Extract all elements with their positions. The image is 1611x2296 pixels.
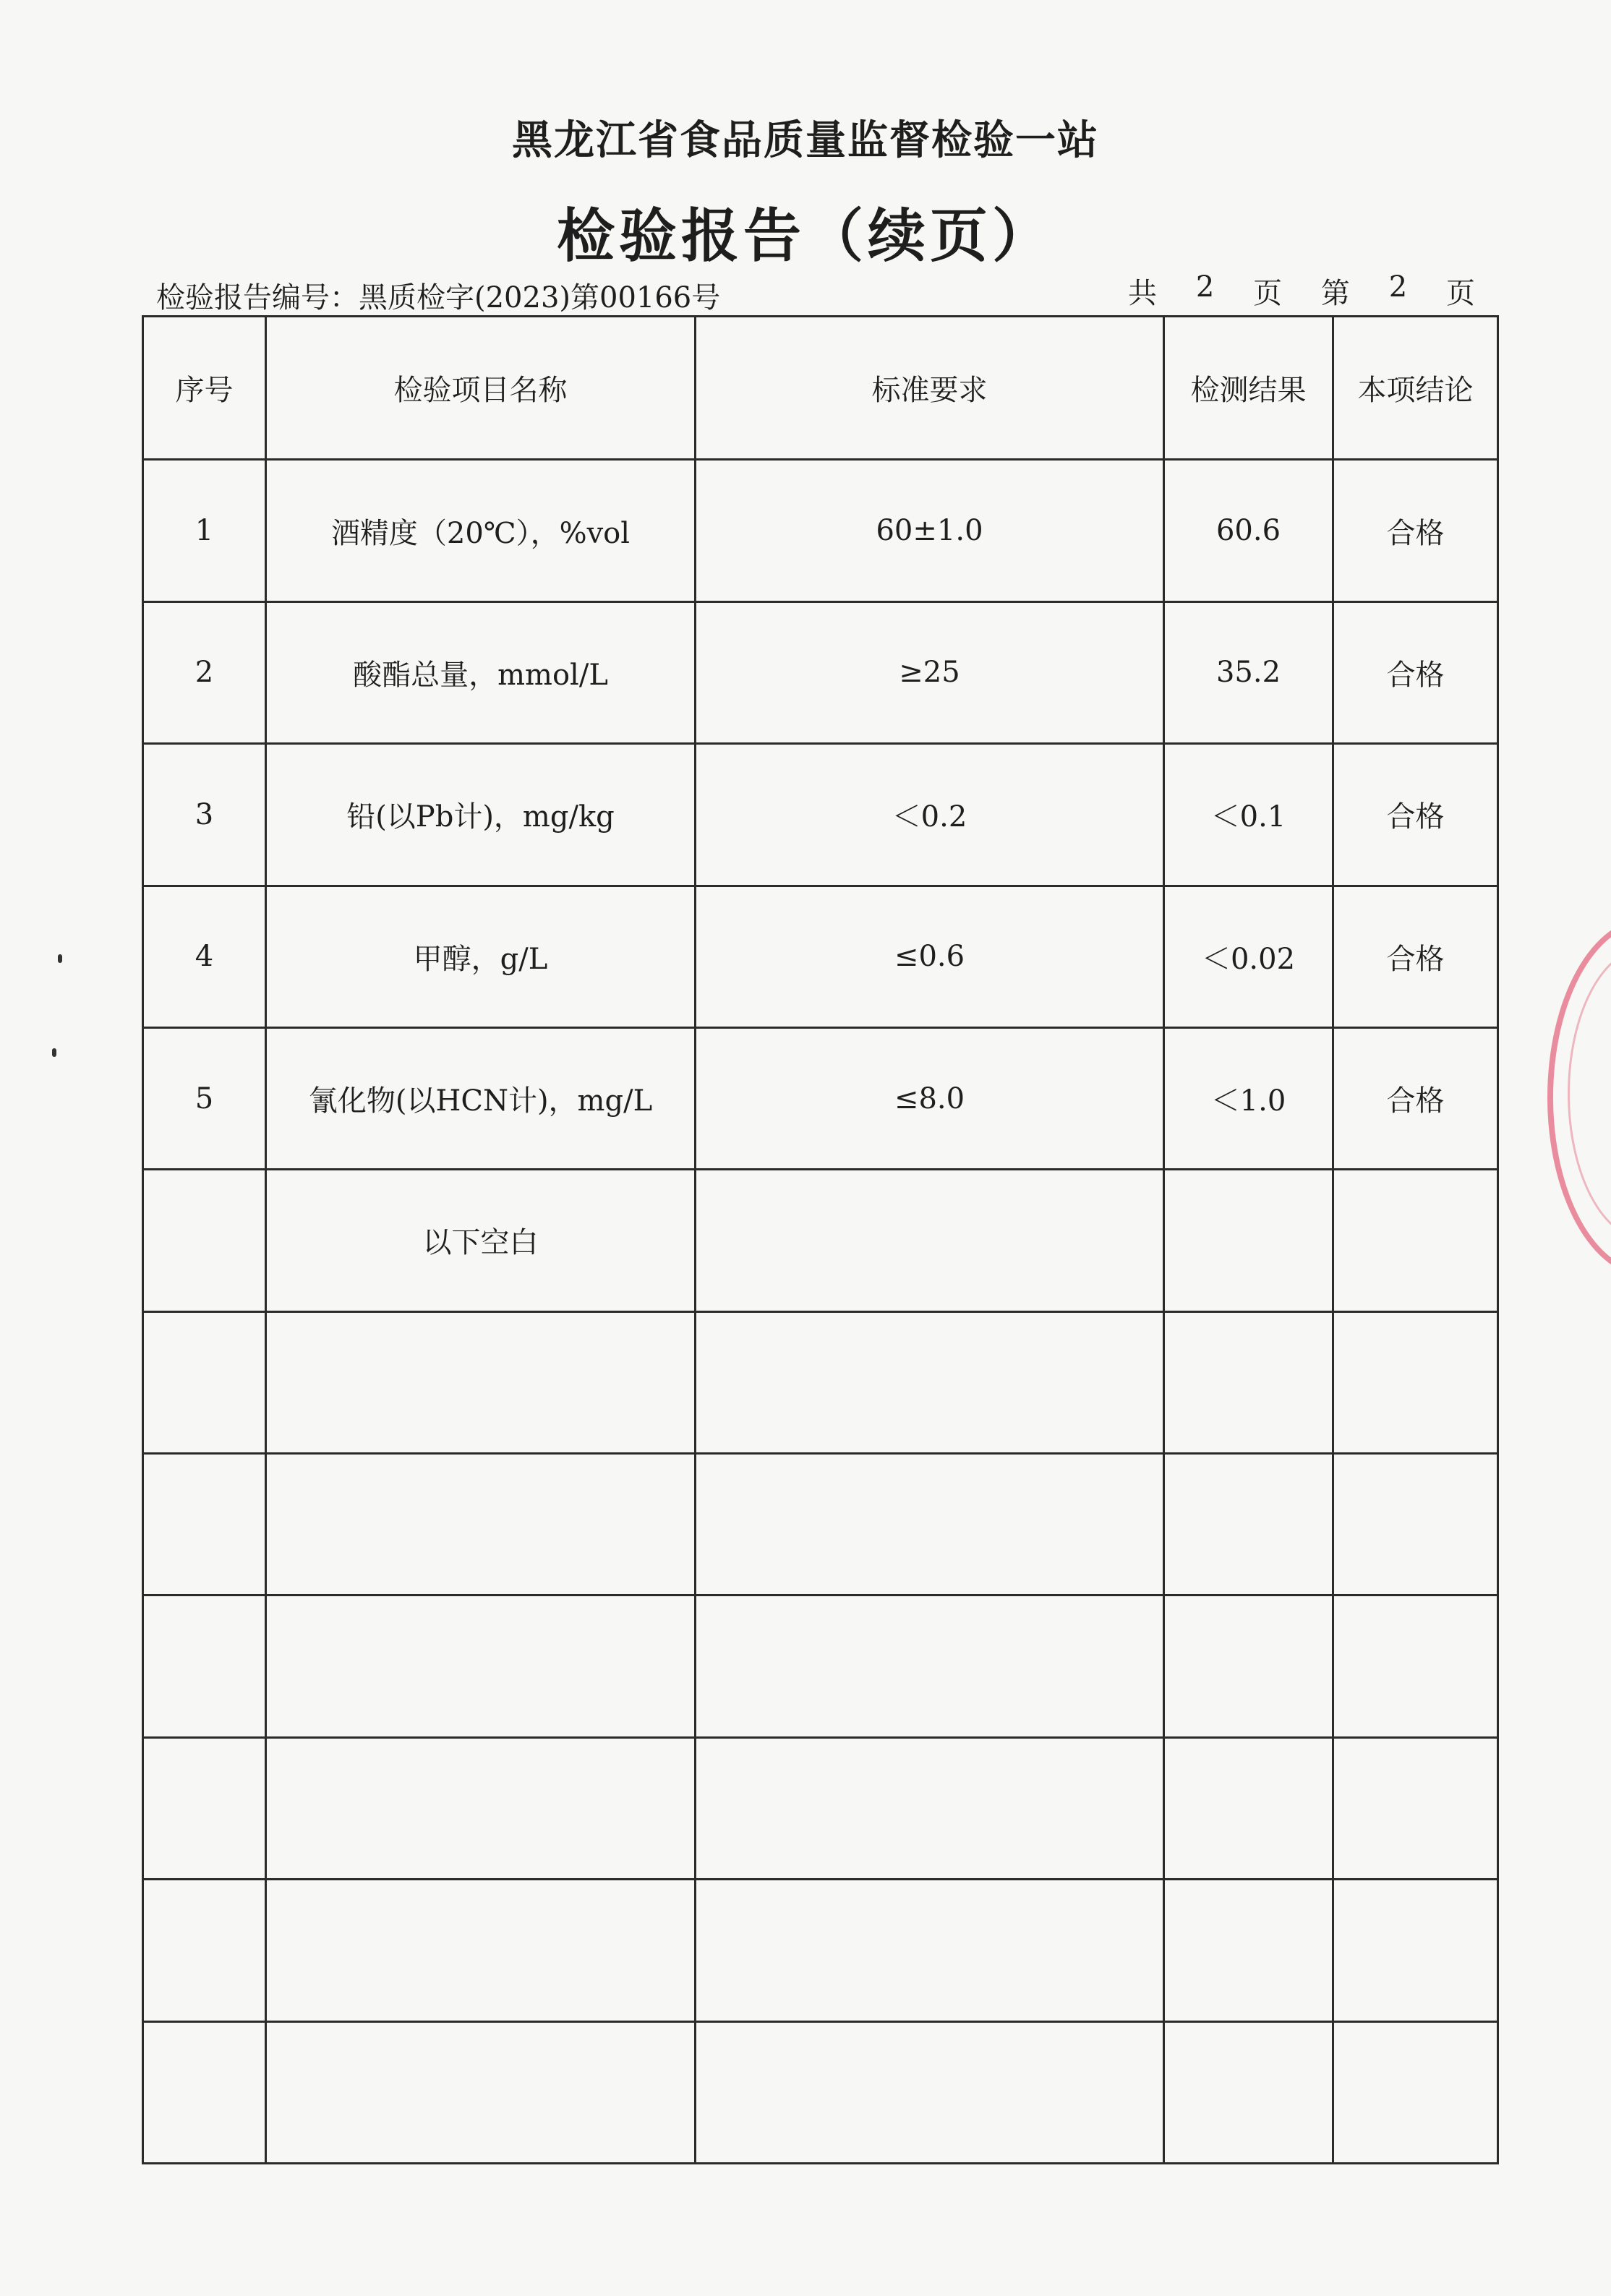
table-cell: 氰化物(以HCN计)，mg/L xyxy=(266,1027,696,1169)
table-cell xyxy=(266,1311,696,1453)
table-cell: 60±1.0 xyxy=(696,460,1164,601)
table-cell xyxy=(143,1880,266,2021)
table-cell: 酒精度（20℃），%vol xyxy=(266,460,696,601)
table-cell xyxy=(1164,1737,1333,1879)
results-table xyxy=(142,315,1499,2164)
table-cell: 合格 xyxy=(1333,601,1498,743)
table-cell xyxy=(143,2021,266,2164)
table-cell: 60.6 xyxy=(1164,460,1333,601)
table-row-empty xyxy=(143,1737,1498,1879)
table-cell xyxy=(143,1595,266,1737)
table-cell xyxy=(1164,1170,1333,1311)
table-cell: 合格 xyxy=(1333,886,1498,1027)
table-cell: 甲醇，g/L xyxy=(266,886,696,1027)
table-cell: 2 xyxy=(143,601,266,743)
table-cell: ≤0.6 xyxy=(696,886,1164,1027)
column-header: 检测结果 xyxy=(1164,317,1333,460)
column-header: 本项结论 xyxy=(1333,317,1498,460)
table-row-empty xyxy=(143,1311,1498,1453)
table-row-empty xyxy=(143,2021,1498,2164)
table-cell xyxy=(696,1880,1164,2021)
table-cell xyxy=(1164,2021,1333,2164)
table-cell xyxy=(1333,1454,1498,1595)
table-cell xyxy=(1164,1311,1333,1453)
page-info-total-prefix: 共 xyxy=(1128,277,1157,310)
table-row-empty xyxy=(143,1454,1498,1595)
table-cell: 合格 xyxy=(1333,1027,1498,1169)
table-cell xyxy=(266,1595,696,1737)
table-cell: 3 xyxy=(143,744,266,886)
paper-speck xyxy=(52,1048,56,1057)
table-cell xyxy=(143,1311,266,1453)
table-cell xyxy=(1333,1170,1498,1311)
table-cell xyxy=(266,1880,696,2021)
table-cell xyxy=(1333,1311,1498,1453)
table-cell xyxy=(143,1170,266,1311)
table-cell: ＜1.0 xyxy=(1164,1027,1333,1169)
table-row xyxy=(143,886,1498,1027)
table-cell xyxy=(1164,1595,1333,1737)
table-cell xyxy=(1333,1880,1498,2021)
organization-name: 黑龙江省食品质量监督检验一站 xyxy=(512,117,1099,164)
table-cell: 5 xyxy=(143,1027,266,1169)
table-cell: 35.2 xyxy=(1164,601,1333,743)
table-cell: 铅(以Pb计)，mg/kg xyxy=(266,744,696,886)
table-cell xyxy=(266,1454,696,1595)
table-cell: ＜0.2 xyxy=(696,744,1164,886)
page-info-total-suffix: 页 xyxy=(1253,277,1283,310)
table-cell xyxy=(1333,2021,1498,2164)
table-cell: ＜0.1 xyxy=(1164,744,1333,886)
table-row-empty xyxy=(143,1880,1498,2021)
table-cell xyxy=(696,1311,1164,1453)
table-cell xyxy=(1164,1880,1333,2021)
table-header-row xyxy=(143,317,1498,460)
table-cell xyxy=(696,2021,1164,2164)
column-header: 标准要求 xyxy=(696,317,1164,460)
page-info-current: 2 xyxy=(1388,270,1408,304)
table-row xyxy=(143,601,1498,743)
table-cell xyxy=(1164,1454,1333,1595)
paper-speck xyxy=(58,954,62,963)
column-header: 检验项目名称 xyxy=(266,317,696,460)
table-row-empty xyxy=(143,1595,1498,1737)
table-cell: 合格 xyxy=(1333,460,1498,601)
table-cell xyxy=(696,1454,1164,1595)
table-cell: 合格 xyxy=(1333,744,1498,886)
table-row xyxy=(143,1027,1498,1169)
table-cell xyxy=(1333,1595,1498,1737)
page-info xyxy=(1128,270,1475,312)
table-cell xyxy=(696,1595,1164,1737)
table-cell xyxy=(143,1737,266,1879)
table-cell: 酸酯总量，mmol/L xyxy=(266,601,696,743)
table-cell: 1 xyxy=(143,460,266,601)
table-cell xyxy=(266,1737,696,1879)
page-info-total: 2 xyxy=(1195,270,1215,304)
table-row xyxy=(143,744,1498,886)
table-cell: ≤8.0 xyxy=(696,1027,1164,1169)
table-cell: ≥25 xyxy=(696,601,1164,743)
table-row xyxy=(143,1170,1498,1311)
table-cell xyxy=(696,1737,1164,1879)
table-cell xyxy=(266,2021,696,2164)
column-header: 序号 xyxy=(143,317,266,460)
blank-marker-cell: 以下空白 xyxy=(266,1170,696,1311)
table-cell: 4 xyxy=(143,886,266,1027)
report-number: 检验报告编号：黑质检字(2023)第00166号 xyxy=(156,281,721,314)
table-cell xyxy=(143,1454,266,1595)
page-info-current-prefix: 第 xyxy=(1320,277,1350,310)
table-cell xyxy=(696,1170,1164,1311)
page-info-current-suffix: 页 xyxy=(1445,277,1475,310)
table-cell xyxy=(1333,1737,1498,1879)
table-row xyxy=(143,460,1498,601)
report-title: 检验报告（续页） xyxy=(557,202,1054,270)
table-cell: ＜0.02 xyxy=(1164,886,1333,1027)
